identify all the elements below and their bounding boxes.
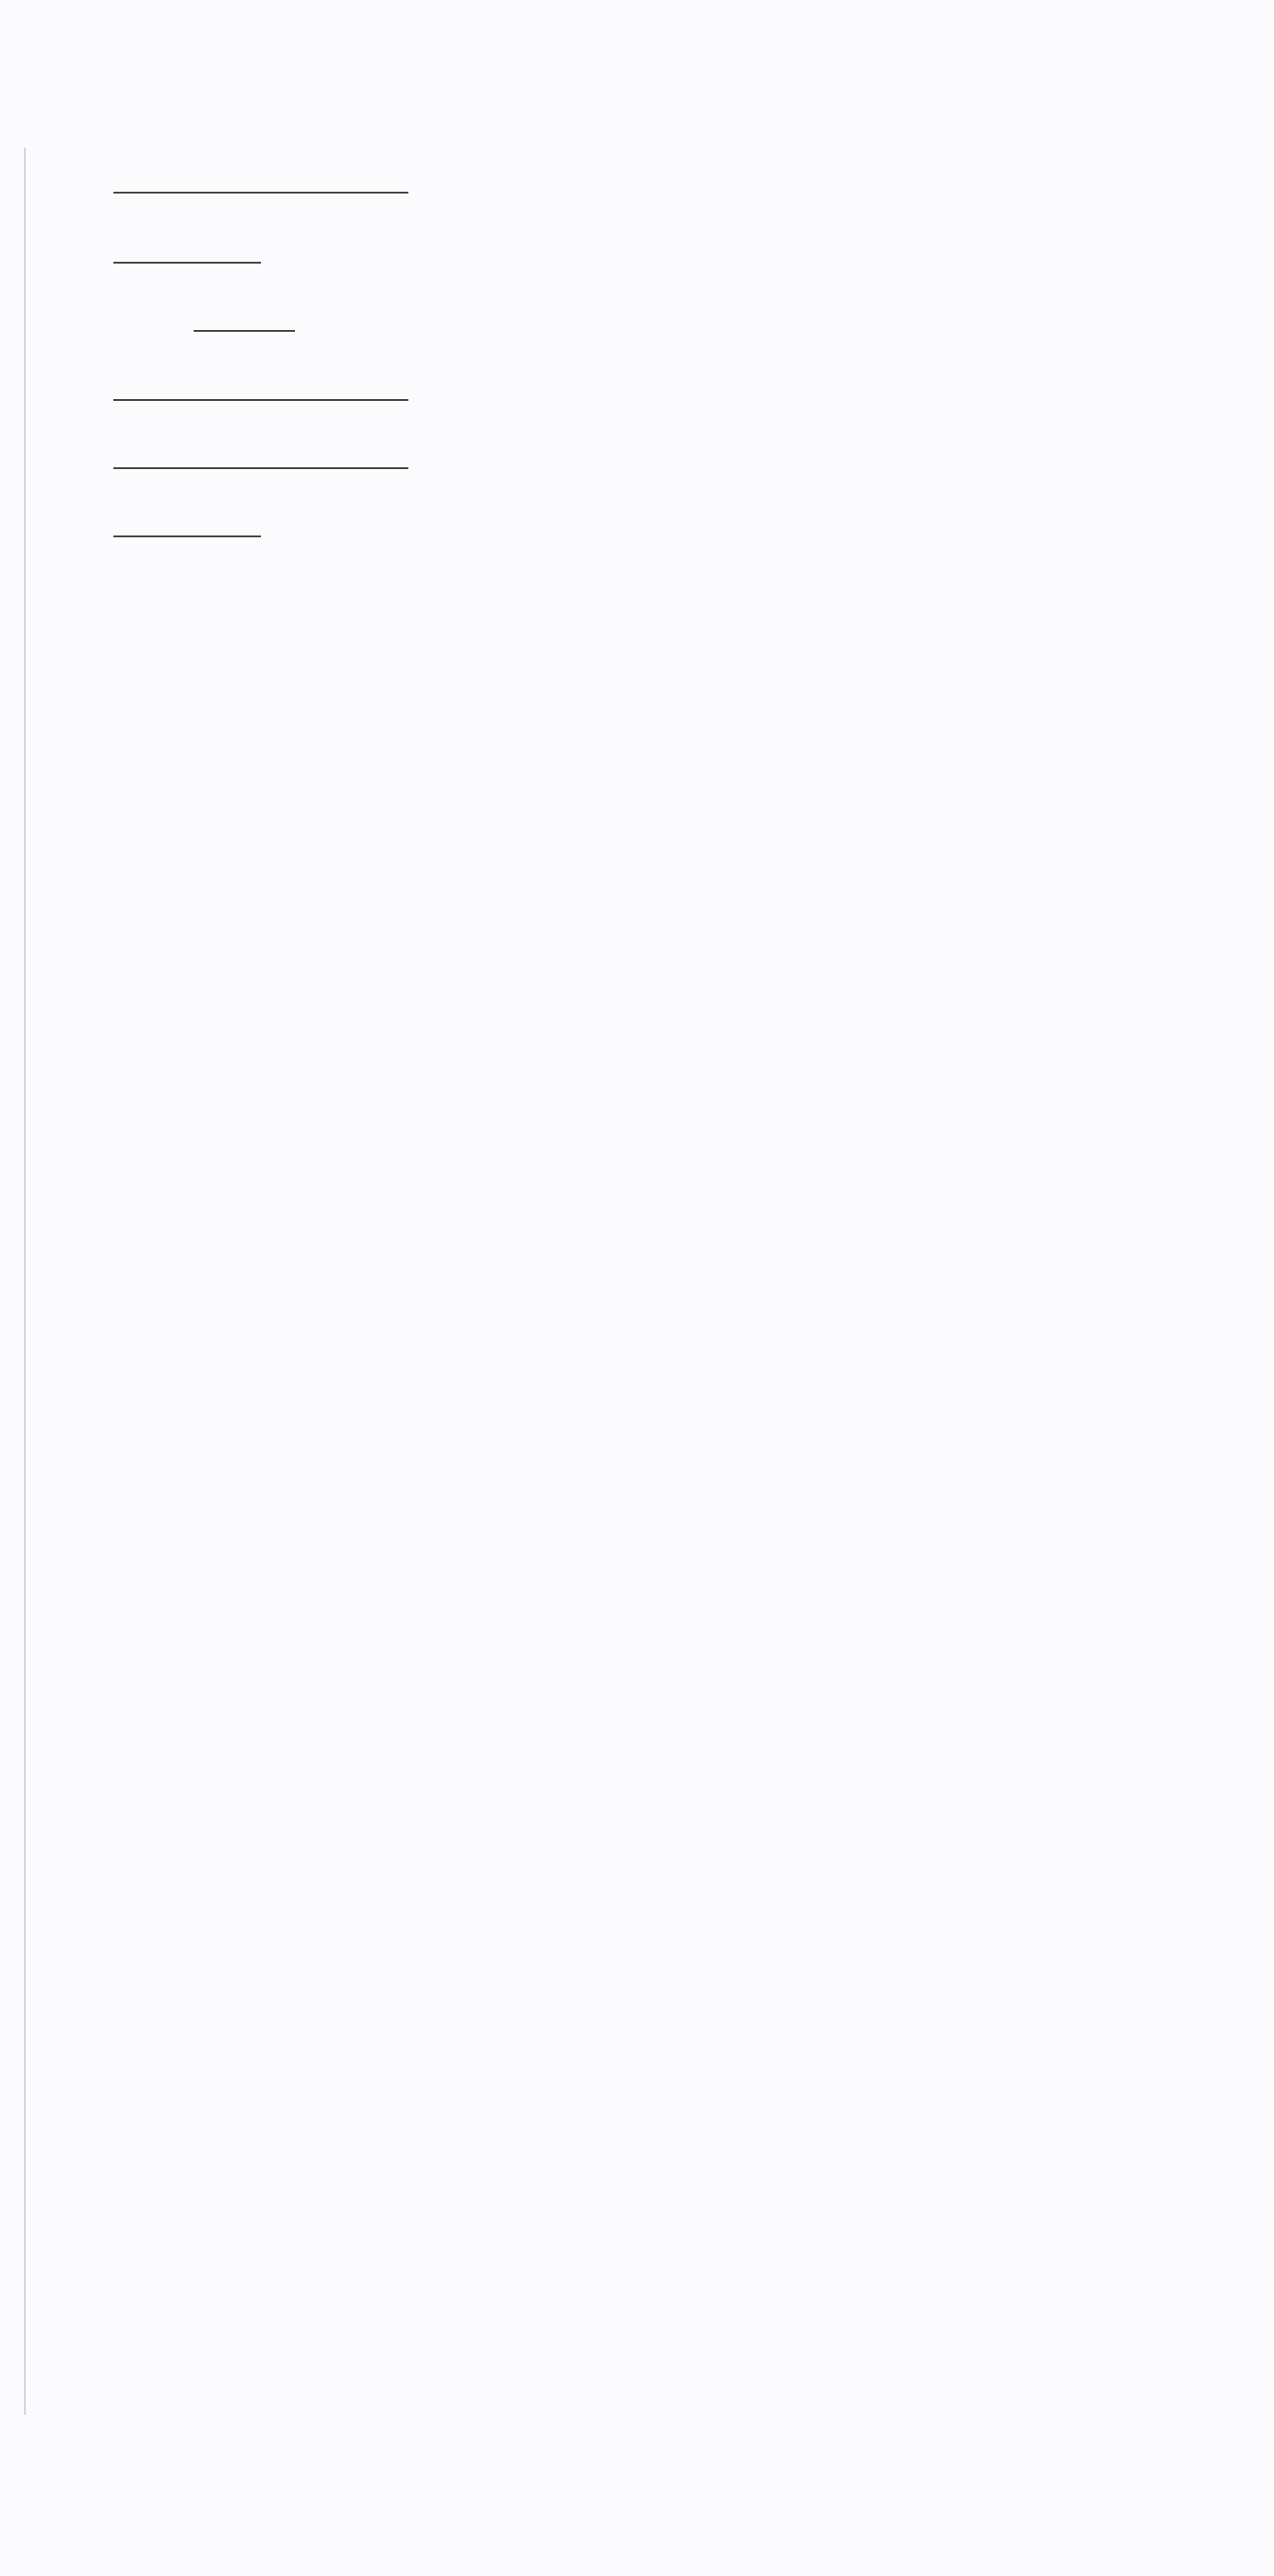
question-6 bbox=[92, 355, 408, 401]
question-4 bbox=[92, 147, 408, 194]
answer-blank bbox=[113, 218, 261, 264]
answer-blank bbox=[261, 355, 408, 401]
answer-blank bbox=[113, 355, 261, 401]
question-7 bbox=[92, 423, 408, 469]
answer-blank bbox=[194, 286, 295, 332]
answer-blank bbox=[261, 423, 408, 469]
answer-blank bbox=[113, 423, 261, 469]
question-5-line2 bbox=[194, 286, 295, 332]
answer-blank bbox=[261, 147, 408, 194]
page-edge-line bbox=[24, 147, 26, 2415]
answer-blank bbox=[113, 147, 261, 194]
question-8 bbox=[92, 491, 261, 537]
answer-blank bbox=[113, 491, 261, 537]
question-5-line1 bbox=[92, 218, 261, 264]
